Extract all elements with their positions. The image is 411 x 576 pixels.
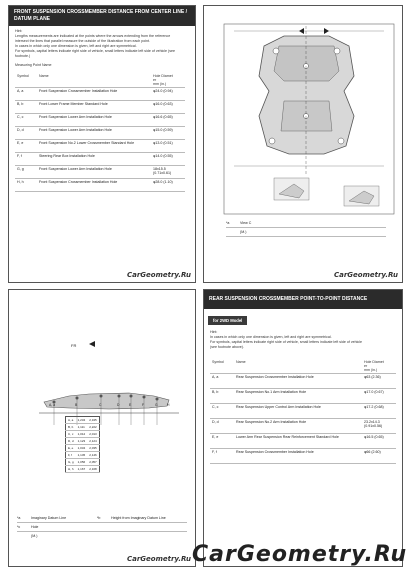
legend-key: *a — [226, 221, 230, 225]
inset-cell: F, f — [66, 452, 76, 459]
footer-row — [17, 523, 187, 532]
inset-cell: H, h — [66, 466, 76, 473]
col-symbol: Symbol — [15, 73, 37, 88]
col-hole-diameter — [362, 359, 396, 374]
table-row — [210, 419, 396, 434]
page3-hint-1: For symbols, capital letters indicate right side of vehicle, small letters indicate left side of vehicle — [210, 340, 363, 344]
footer-value: Height from Imaginary Datum Line — [111, 516, 166, 520]
front-crossmember-illustration — [204, 6, 403, 216]
page1-title-line1: FRONT SUSPENSION CROSSMEMBER DISTANCE FROM CENTER LINE / — [14, 9, 187, 15]
inset-cell: 1,123 — [77, 439, 86, 443]
col3-line1: Hole Diamet — [364, 360, 384, 364]
page1b-legend — [226, 219, 386, 237]
inset-row — [66, 452, 100, 459]
footer-row — [17, 532, 187, 540]
row-name: Front Suspension Crossmember Installation Hole — [37, 179, 151, 192]
footer-key — [17, 534, 31, 538]
table-row — [15, 166, 185, 179]
inset-cell: 1,056 — [77, 460, 86, 464]
table-row — [15, 114, 185, 127]
col3-line1: Hole Diamet — [153, 74, 173, 78]
row-name: Front Suspension Lower Arm Installation Hole — [37, 127, 151, 140]
table-row — [15, 179, 185, 192]
footer-value: Imaginary Datum Line — [31, 516, 67, 520]
row-value: φ17.2 (0.68) — [362, 404, 396, 419]
legend-row — [226, 228, 386, 237]
table-row — [210, 434, 396, 449]
col3-line2: er — [153, 78, 157, 82]
page1-hints — [9, 26, 195, 62]
row-symbol: E, e — [15, 140, 37, 153]
tag-label: B — [75, 403, 78, 407]
page3-subtitle: for 2WD Model — [208, 316, 247, 325]
row-value: φ24.0 (0.94) — [151, 88, 185, 101]
row-value: φ17.0 (0.67) — [362, 389, 396, 404]
page1-hint-1: intersect the lines that parallel measure the outside of the illustration from each point. — [15, 39, 151, 43]
page1-hint-3: For symbols, capital letters indicate right side of vehicle, small letters indicate left side of vehicle (see — [15, 49, 175, 53]
inset-row — [66, 466, 100, 473]
page1-table — [15, 73, 185, 192]
table-row — [210, 449, 396, 464]
row-symbol: A, a — [210, 374, 234, 389]
inset-row — [66, 445, 100, 452]
inset-cell: B, b — [66, 424, 76, 431]
page1-hint-0: Lengths measurements are indicated at the points where the arrows extending from the reference — [15, 34, 171, 38]
footer-key: *c — [17, 525, 21, 529]
row-name: Rear Suspension No.1 Arm Installation Hole — [234, 389, 362, 404]
row-symbol: D, d — [15, 127, 37, 140]
inset-cell: 1,012 — [77, 432, 86, 436]
table-header-row — [210, 359, 396, 374]
col3-line3: mm (in.) — [364, 368, 378, 372]
inset-cell: 2,124 — [87, 438, 99, 445]
inset-row — [66, 459, 100, 466]
inset-cell: D, d — [66, 438, 76, 445]
inset-cell: 1,145 — [77, 453, 86, 457]
tag-label: A, a — [49, 403, 56, 407]
tag-label: H — [167, 403, 170, 407]
row-name: Rear Suspension Upper Control Arm Installation Hole — [234, 404, 362, 419]
page3-title: REAR SUSPENSION CROSSMEMBER POINT-TO-POINT DISTANCE — [204, 290, 402, 309]
inset-cell: A, a — [66, 417, 76, 424]
row-name: Rear Suspension No.2 Arm Installation Hole — [234, 419, 362, 434]
page1-hint-2: In cases in which only one dimension is given, left and right are symmetrical. — [15, 44, 137, 48]
inset-cell: 2,035 — [87, 445, 99, 452]
inset-cell: 1,234 — [77, 418, 86, 422]
row-symbol: B, b — [15, 101, 37, 114]
page2-footer — [17, 514, 187, 540]
footer-row — [17, 514, 187, 523]
side-view-tags — [47, 403, 177, 411]
row-value: φ66 (2.60) — [362, 449, 396, 464]
page1-watermark: CarGeometry.Ru — [126, 271, 191, 279]
page1-title — [9, 6, 195, 26]
inset-cell: 2,168 — [87, 466, 99, 473]
col-name: Name — [37, 73, 151, 88]
inset-cell: 1,034 — [77, 446, 86, 450]
inset-row — [66, 417, 100, 424]
row-name: Rear Suspension Crossmember Installation Hole — [234, 449, 362, 464]
table-row — [210, 374, 396, 389]
page1-hint-4: footnote.) — [15, 54, 31, 58]
table-header-row — [15, 73, 185, 88]
table-row — [210, 404, 396, 419]
page1-title-line2: DATUM PLANE — [14, 16, 51, 22]
legend-key — [226, 230, 240, 234]
footer-value: (M.) — [31, 534, 38, 538]
tag-label: G — [155, 403, 158, 407]
page3-hint-0: In cases in which only one dimension is given, left and right are symmetrical. — [210, 335, 332, 339]
page3-hint-2: (see footnote above). — [210, 345, 244, 349]
table-row — [15, 101, 185, 114]
side-view-illustration — [9, 330, 196, 460]
table-row — [15, 127, 185, 140]
side-view-inset-table — [65, 416, 100, 473]
page1-section-label: Measuring Point Name — [15, 63, 52, 67]
table-row — [210, 389, 396, 404]
row-symbol: C, c — [15, 114, 37, 127]
page3-hint-label: Hint: — [210, 330, 218, 334]
inset-cell: C, c — [66, 431, 76, 438]
legend-value: View C — [240, 221, 252, 225]
row-value: φ16.0 (0.63) — [151, 101, 185, 114]
inset-cell: 2,013 — [87, 431, 99, 438]
row-value: φ14.0 (0.55) — [151, 153, 185, 166]
row-value: 23.2x14.3 (0.91x0.56) — [362, 419, 396, 434]
row-symbol: G, g — [15, 166, 37, 179]
row-name: Front Lower Frame Member Standard Hole — [37, 101, 151, 114]
row-symbol: B, b — [210, 389, 234, 404]
inset-cell: 2,345 — [87, 417, 99, 424]
page1-hint-label: Hint: — [15, 29, 23, 33]
col-symbol: Symbol — [210, 359, 234, 374]
inset-cell: 1,167 — [77, 467, 86, 471]
col-name: Name — [234, 359, 362, 374]
row-symbol: A, a — [15, 88, 37, 101]
table-row — [15, 140, 185, 153]
row-value: φ16.5 (0.65) — [362, 434, 396, 449]
col3-line2: er — [364, 364, 368, 368]
page-front-side-view — [8, 289, 196, 567]
row-name: Steering Rear Box Installation Hole — [37, 153, 151, 166]
page1b-watermark: CarGeometry.Ru — [333, 271, 398, 279]
tag-label: E — [129, 403, 132, 407]
col-hole-diameter — [151, 73, 185, 88]
inset-cell: 2,146 — [87, 452, 99, 459]
inset-cell: G, g — [66, 459, 76, 466]
page-rear-crossmember-table — [203, 289, 403, 567]
row-symbol: C, c — [210, 404, 234, 419]
page2-watermark: CarGeometry.Ru — [126, 555, 191, 563]
row-symbol: D, d — [210, 419, 234, 434]
tag-label: C — [99, 403, 102, 407]
footer-key: *a — [17, 516, 21, 520]
tag-label: D — [117, 403, 120, 407]
row-symbol: E, e — [210, 434, 234, 449]
inset-cell: E, e — [66, 445, 76, 452]
inset-cell: 2,222 — [87, 424, 99, 431]
legend-value: (M.) — [240, 230, 247, 234]
row-value: φ13.0 (0.51) — [151, 140, 185, 153]
row-name: Front Suspension Lower Arm Installation Hole — [37, 166, 151, 179]
row-value: φ15.0 (0.59) — [151, 127, 185, 140]
page-front-crossmember-table — [8, 5, 196, 283]
row-name: Front Suspension Lower Arm Installation Hole — [37, 114, 151, 127]
page-front-crossmember-diagram — [203, 5, 403, 283]
table-row — [15, 88, 185, 101]
footer-key: *b — [97, 516, 101, 520]
row-name: Lower Arm Rear Suspension Rear Reinforcement Standard Hole — [234, 434, 362, 449]
row-symbol: H, h — [15, 179, 37, 192]
inset-cell: 2,057 — [87, 459, 99, 466]
inset-row — [66, 431, 100, 438]
row-name: Front Suspension Crossmember Installation Hole — [37, 88, 151, 101]
row-name: Front Suspension No.2 Lower Crossmember Standard Hole — [37, 140, 151, 153]
footer-watermark: CarGeometry.Ru — [192, 542, 408, 567]
row-value: 18x15.5 (0.71x0.61) — [151, 166, 185, 179]
row-symbol: F, f — [210, 449, 234, 464]
footer-value: Hole — [31, 525, 39, 529]
table-row — [15, 153, 185, 166]
col3-line3: mm (in.) — [153, 82, 167, 86]
tag-label: F — [142, 403, 145, 407]
page3-table — [210, 359, 396, 464]
row-value: φ63 (2.36) — [362, 374, 396, 389]
inset-row — [66, 424, 100, 431]
page3-hints — [204, 327, 402, 353]
row-symbol: F, f — [15, 153, 37, 166]
row-value: φ16.6 (0.65) — [151, 114, 185, 127]
fr-label: FR — [71, 343, 77, 348]
legend-row — [226, 219, 386, 228]
row-value: φ28.0 (1.10) — [151, 179, 185, 192]
inset-row — [66, 438, 100, 445]
inset-cell: 1,111 — [76, 424, 88, 431]
row-name: Rear Suspension Crossmember Installation Hole — [234, 374, 362, 389]
